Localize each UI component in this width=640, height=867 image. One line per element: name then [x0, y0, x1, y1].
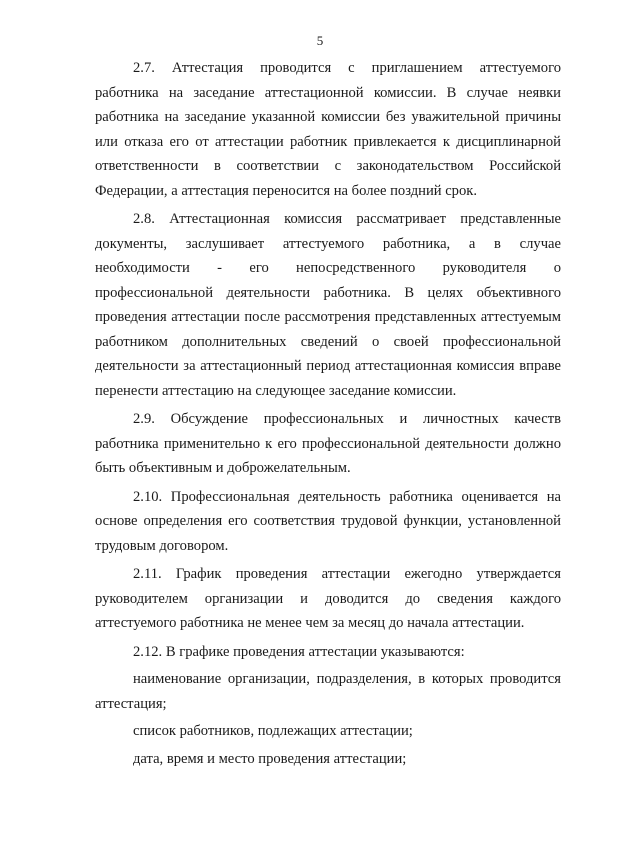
paragraph-2-8: 2.8. Аттестационная комиссия рассматривает представленные документы, заслушивает аттестуемого работника, а в случае необходимости - его непосредственного руководителя о профессиональной деятельности работника. В целях объективного проведения аттестации после рассмотрения представленных аттестуемым работником дополнительных сведений о своей профессиональной деятельности за аттестационный период аттестационная комиссия вправе перенести аттестацию на следующее заседание комиссии. — [95, 211, 561, 399]
paragraph-2-9: 2.9. Обсуждение профессиональных и личностных качеств работника применительно к его профессиональной деятельности должно быть объективным и доброжелательным. — [95, 411, 561, 476]
paragraph-2-12: 2.12. В графике проведения аттестации указываются: — [133, 643, 465, 660]
page-number: 5 — [316, 33, 324, 48]
list-item: наименование организации, подразделения, в которых проводится аттестация; — [95, 671, 561, 712]
paragraph-2-10: 2.10. Профессиональная деятельность работника оценивается на основе определения его соответствия трудовой функции, установленной трудовым договором. — [95, 488, 561, 554]
paragraph-2-7: 2.7. Аттестация проводится с приглашением аттестуемого работника на заседание аттестационной комиссии. В случае неявки работника на заседание указанной комиссии без уважительной причины или отказа его от аттестации работник привлекается к дисциплинарной ответственности в соответствии с законодательством Российской Федерации, а аттестация переносится на более поздний срок. — [95, 60, 561, 199]
list-item: список работников, подлежащих аттестации; — [133, 723, 413, 739]
document-body — [95, 56, 561, 774]
paragraph-2-11: 2.11. График проведения аттестации ежегодно утверждается руководителем организации и доводится до сведения каждого аттестуемого работника не менее чем за месяц до начала аттестации. — [95, 566, 561, 631]
list-item: дата, время и место проведения аттестации; — [133, 750, 407, 767]
